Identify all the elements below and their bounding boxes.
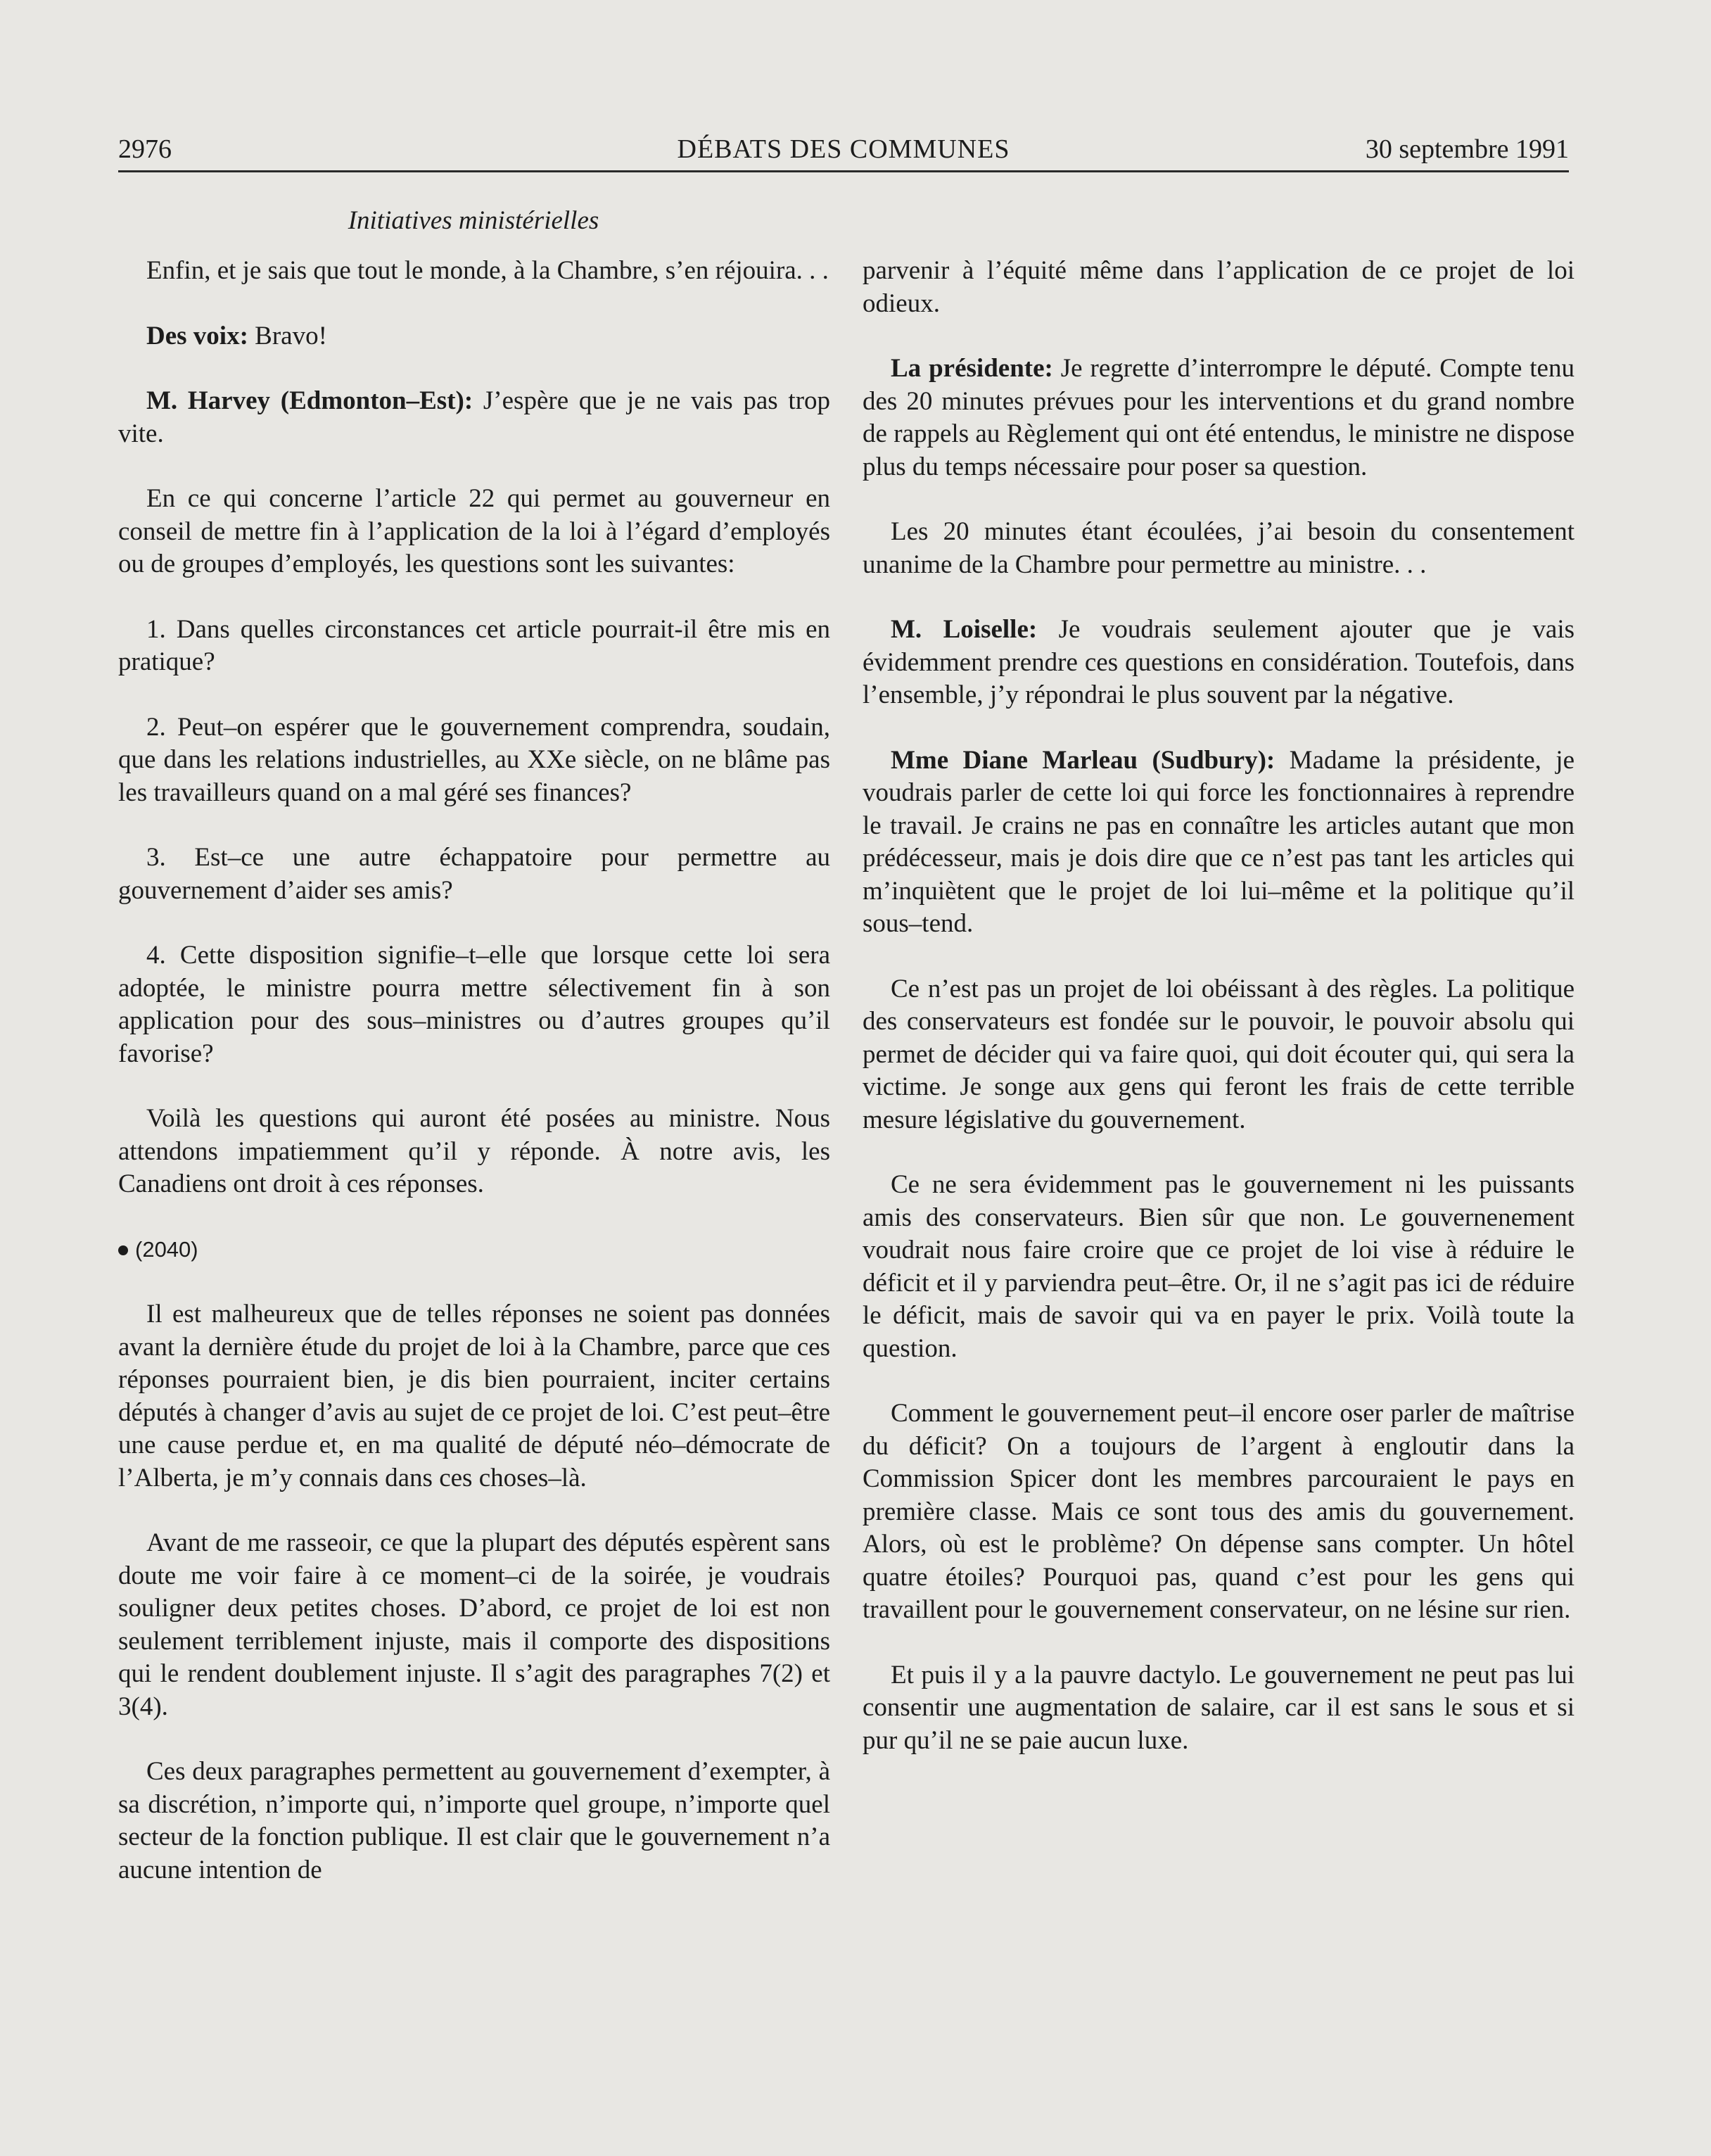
paragraph-text: Les 20 minutes étant écoulées, j’ai besoin du consentement unanime de la Chambre pour permettre au ministre. . . [863,517,1575,579]
paragraph-text: Il est malheureux que de telles réponses ne soient pas données avant la dernière étude du projet de loi à la Chambre, parce que ces réponses pourraient bien, je dis bien pourraient, inciter certains députés à changer d’avis au sujet de ce projet de loi. C’est peut–être une cause perdue et, en ma qualité de député néo–démocrate de l’Alberta, je m’y connais dans ces choses–là. [118,1300,830,1492]
paragraph [863,1397,1575,1627]
issue-date: 30 septembre 1991 [1365,134,1569,164]
paragraph [118,1298,830,1495]
page-number: 2976 [118,134,172,164]
paragraph-text: Et puis il y a la pauvre dactylo. Le gouvernement ne peut pas lui consentir une augmentation de salaire, car il est sans le sous et si pur qu’il ne se paie aucun luxe. [863,1660,1575,1755]
paragraph [863,255,1575,320]
paragraph [118,320,830,353]
paragraph [863,973,1575,1137]
paragraph-text: (2040) [135,1236,198,1262]
paragraph [863,744,1575,941]
paragraph [118,255,830,288]
running-head: Initiatives ministérielles [348,206,599,235]
paragraph-text: Ce ne sera évidemment pas le gouvernement ni les puissants amis des conservateurs. Bien sûr que non. Le gouvernenement voudrait nous faire croire que ce projet de loi vise à réduire le déficit et il y parviendra peut–être. Or, il ne s’agit pas ici de réduire le déficit, mais de savoir qui va en payer le prix. Voilà toute la question. [863,1170,1575,1363]
paragraph [118,1756,830,1886]
page-header [118,127,1569,172]
paragraph [863,614,1575,712]
speaker-name: M. Harvey (Edmonton–Est): [146,386,473,415]
paragraph [863,1169,1575,1365]
paragraph-text: Je voudrais seulement ajouter que je vais évidemment prendre ces questions en considération. Toutefois, dans l’ensemble, j’y répondrai le plus souvent par la négative. [863,615,1575,709]
speaker-name: Mme Diane Marleau (Sudbury): [891,745,1276,775]
paragraph-text: En ce qui concerne l’article 22 qui permet au gouverneur en conseil de mettre fin à l’application de la loi à l’égard d’employés ou de groupes d’employés, les questions sont les suivantes: [118,484,830,578]
time-marker [118,1234,830,1267]
paragraph-text: Comment le gouvernement peut–il encore oser parler de maîtrise du déficit? On a toujours de l’argent à engloutir dans la Commission Spicer dont les membres parcouraient le pays en première classe. Mais ce sont tous des amis du gouvernement. Alors, où est le problème? On dépense sans compter. Un hôtel quatre étoiles? Pourquoi pas, quand c’est pour les gens qui travaillent pour le gouvernement conservateur, on ne lésine sur rien. [863,1399,1575,1624]
paragraph [118,711,830,810]
bullet-icon [118,1245,128,1255]
paragraph [118,614,830,679]
publication-title: DÉBATS DES COMMUNES [677,134,1010,164]
paragraph-text: Bravo! [255,321,327,350]
left-column [118,255,830,1919]
paragraph [863,516,1575,581]
paragraph-text: 4. Cette disposition signifie–t–elle que lorsque cette loi sera adoptée, le ministre pourra mettre sélectivement fin à son application pour des sous–ministres ou d’autres groupes qu’il favorise? [118,941,830,1068]
paragraph-text: parvenir à l’équité même dans l’application de ce projet de loi odieux. [863,256,1575,318]
paragraph-text: Voilà les questions qui auront été posées au ministre. Nous attendons impatiemment qu’il y réponde. À notre avis, les Canadiens ont droit à ces réponses. [118,1104,830,1198]
paragraph-text: Avant de me rasseoir, ce que la plupart des députés espèrent sans doute me voir faire à ce moment–ci de la soirée, je voudrais souligner deux petites choses. D’abord, ce projet de loi est non seulement terriblement injuste, mais il comporte des dispositions qui le rendent doublement injuste. Il s’agit des paragraphes 7(2) et 3(4). [118,1528,830,1721]
paragraph-text: Je regrette d’interrompre le député. Compte tenu des 20 minutes prévues pour les interventions et du grand nombre de rappels au Règlement qui ont été entendus, le ministre ne dispose plus du temps nécessaire pour poser sa question. [863,354,1575,481]
paragraph [118,1103,830,1201]
paragraph-text: Enfin, et je sais que tout le monde, à la Chambre, s’en réjouira. . . [146,256,829,285]
paragraph [118,483,830,581]
right-column [863,255,1575,1789]
paragraph [863,353,1575,483]
paragraph [118,385,830,450]
paragraph-text: Ces deux paragraphes permettent au gouvernement d’exempter, à sa discrétion, n’importe qui, n’importe quel groupe, n’importe quel secteur de la fonction publique. Il est clair que le gouvernement n’a aucune intention de [118,1757,830,1884]
paragraph-text: J’espère que je ne vais pas trop vite. [118,386,831,448]
paragraph [118,842,830,907]
paragraph-text: Madame la présidente, je voudrais parler de cette loi qui force les fonctionnaires à reprendre le travail. Je crains ne pas en connaître les articles autant que mon prédécesseur, mais je dois dire que ce n’est pas tant les articles qui m’inquiètent que le projet de loi lui–même et la politique qu’il sous–tend. [863,745,1575,938]
paragraph-text: Ce n’est pas un projet de loi obéissant à des règles. La politique des conservateurs est fondée sur le pouvoir, le pouvoir absolu qui permet de décider qui va faire quoi, qui doit écouter qui, qui sera la victime. Je songe aux gens qui feront les frais de cette terrible mesure législative du gouvernement. [863,974,1575,1134]
paragraph-text: 1. Dans quelles circonstances cet article pourrait-il être mis en pratique? [118,614,830,676]
speaker-name: Des voix: [146,321,248,350]
paragraph-text: 3. Est–ce une autre échappatoire pour permettre au gouvernement d’aider ses amis? [118,843,830,905]
paragraph [863,1659,1575,1758]
paragraph [118,939,830,1070]
speaker-name: M. Loiselle: [891,615,1038,644]
paragraph-text: 2. Peut–on espérer que le gouvernement comprendra, soudain, que dans les relations industrielles, au XXe siècle, on ne blâme pas les travailleurs quand on a mal géré ses finances? [118,712,830,807]
speaker-name: La présidente: [891,354,1053,383]
paragraph [118,1527,830,1723]
